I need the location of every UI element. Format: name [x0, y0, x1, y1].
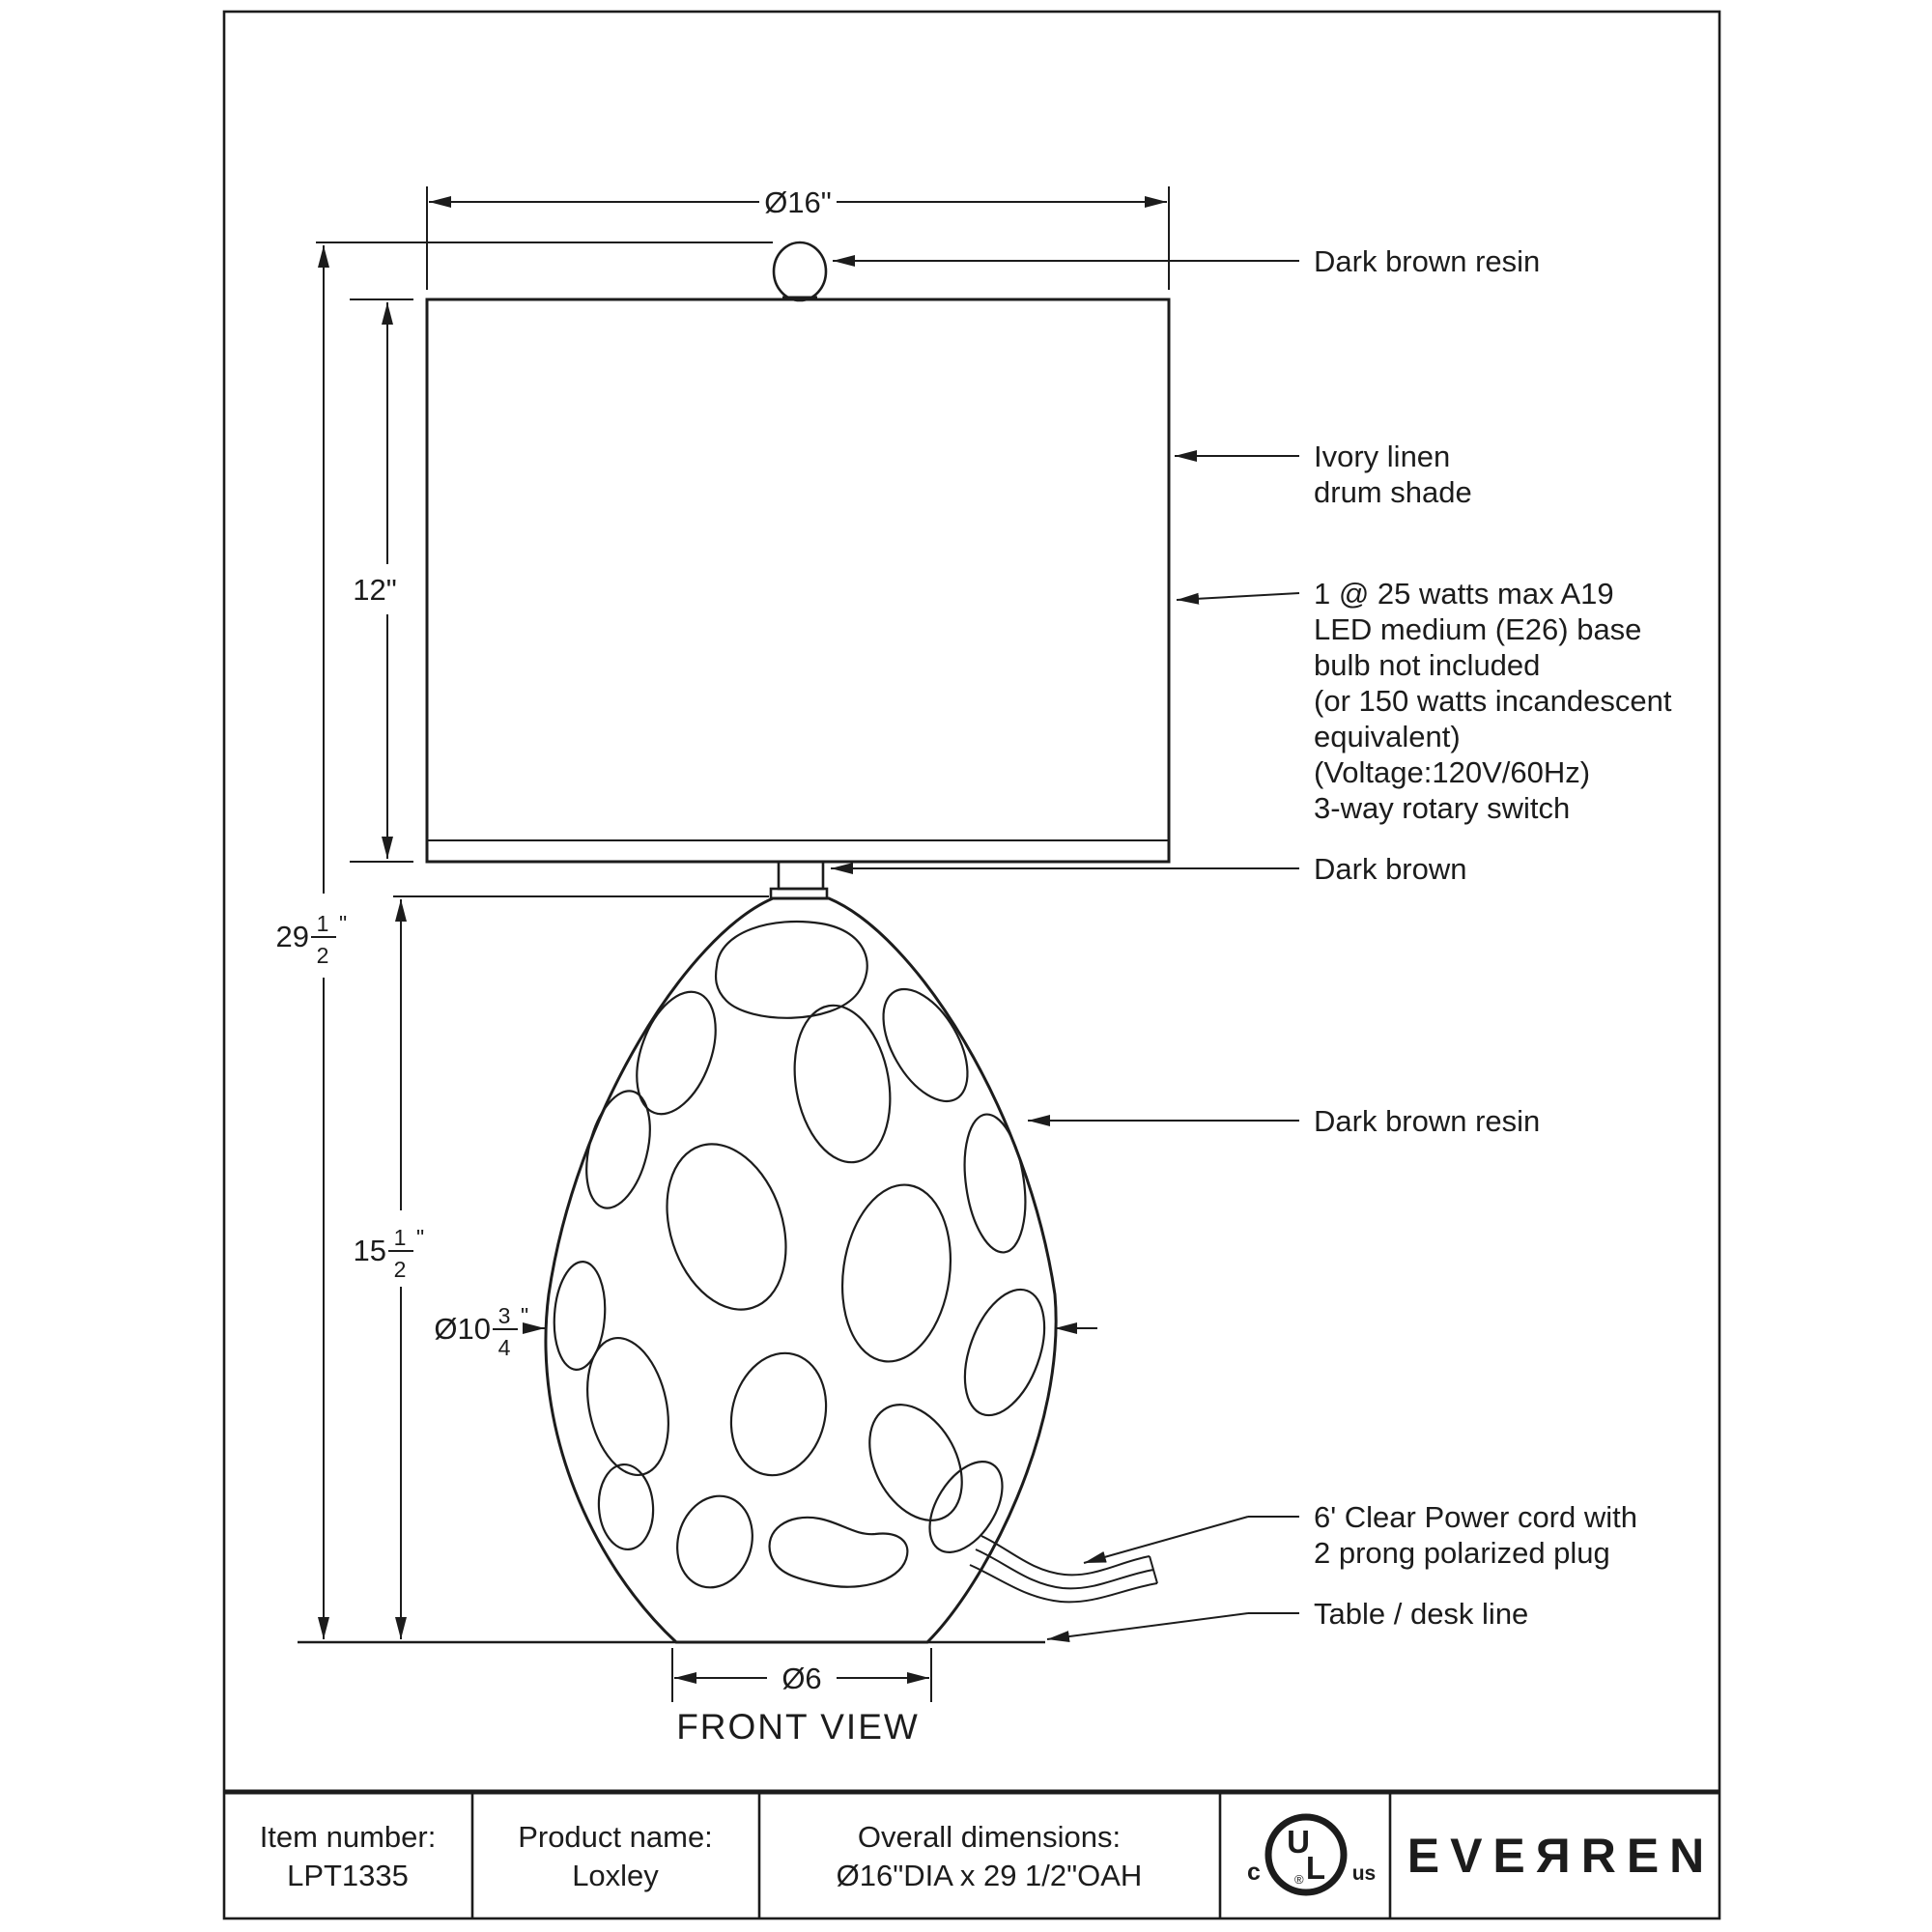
dim-overall-height-den: 2	[316, 943, 329, 968]
title-block-item	[260, 1820, 437, 1892]
annotation-shade-line2: drum shade	[1314, 475, 1472, 509]
dim-base-diameter-value: Ø6	[781, 1662, 822, 1695]
ul-logo-u: U	[1287, 1824, 1310, 1860]
dim-body-diameter	[434, 1303, 1097, 1360]
ul-logo-us: us	[1351, 1862, 1377, 1885]
annotation-table: Table / desk line	[1314, 1597, 1529, 1631]
annotation-finial: Dark brown resin	[1314, 244, 1541, 278]
power-cord	[970, 1536, 1157, 1602]
annotation-shade-line1: Ivory linen	[1314, 440, 1451, 473]
title-block-dimensions	[837, 1820, 1143, 1892]
annotation-neck: Dark brown	[1314, 852, 1467, 886]
annotations	[831, 244, 1672, 1639]
product-name-label: Product name:	[518, 1820, 713, 1854]
annotation-bulb-line4: (or 150 watts incandescent	[1314, 684, 1672, 718]
dim-shade-height-value: 12"	[353, 573, 397, 607]
dim-overall-height-unit: "	[339, 911, 348, 936]
dim-body-height-unit: "	[416, 1225, 425, 1250]
dim-shade-diameter-value: Ø16"	[764, 185, 832, 219]
annotation-bulb-line6: (Voltage:120V/60Hz)	[1314, 755, 1591, 789]
overall-dimensions-value: Ø16"DIA x 29 1/2"OAH	[836, 1859, 1143, 1892]
dim-base-diameter	[672, 1648, 931, 1702]
dim-body-height-whole: 15	[353, 1234, 386, 1267]
annotation-bulb-line3: bulb not included	[1314, 648, 1541, 682]
body-cutouts	[551, 922, 1060, 1597]
dim-body-diameter-num: 3	[497, 1303, 511, 1328]
annotation-cord-line2: 2 prong polarized plug	[1314, 1536, 1610, 1570]
lamp-drawing	[298, 242, 1169, 1642]
dim-body-height	[354, 896, 769, 1639]
ul-logo-c: c	[1247, 1859, 1261, 1886]
dim-overall-height	[276, 242, 773, 1639]
finial	[774, 242, 826, 300]
dim-body-diameter-den: 4	[497, 1335, 511, 1360]
annotation-bulb-line7: 3-way rotary switch	[1314, 791, 1571, 825]
annotation-bulb-line2: LED medium (E26) base	[1314, 612, 1642, 646]
brand-logo: EVEЯREN	[1406, 1829, 1716, 1883]
dim-overall-height-num: 1	[316, 911, 329, 936]
item-number-value: LPT1335	[287, 1859, 409, 1892]
dim-body-height-num: 1	[393, 1225, 407, 1250]
lamp-body	[546, 898, 1060, 1642]
annotation-bulb-line1: 1 @ 25 watts max A19	[1314, 577, 1614, 611]
dim-overall-height-whole: 29	[275, 920, 309, 953]
dim-shade-height	[350, 299, 413, 862]
ul-logo-l: L	[1305, 1850, 1326, 1886]
product-name-value: Loxley	[572, 1859, 659, 1892]
annotation-cord-line1: 6' Clear Power cord with	[1314, 1500, 1637, 1534]
title-block	[224, 1792, 1719, 1918]
sheet-frame	[224, 12, 1719, 1918]
title-block-product	[518, 1820, 713, 1892]
dim-body-diameter-whole: Ø10	[434, 1312, 491, 1346]
dimensions	[276, 185, 1169, 1702]
dim-body-diameter-unit: "	[521, 1303, 529, 1328]
ul-logo-registered: ®	[1294, 1872, 1304, 1887]
item-number-label: Item number:	[259, 1820, 437, 1854]
overall-dimensions-label: Overall dimensions:	[857, 1820, 1122, 1854]
neck	[771, 862, 827, 898]
annotation-body: Dark brown resin	[1314, 1104, 1541, 1138]
annotation-bulb-line5: equivalent)	[1314, 720, 1461, 753]
view-label: FRONT VIEW	[676, 1707, 920, 1747]
dim-body-height-den: 2	[393, 1257, 407, 1282]
ul-certification-icon	[1247, 1817, 1376, 1892]
drum-shade	[427, 299, 1169, 862]
dim-shade-diameter	[427, 185, 1169, 290]
